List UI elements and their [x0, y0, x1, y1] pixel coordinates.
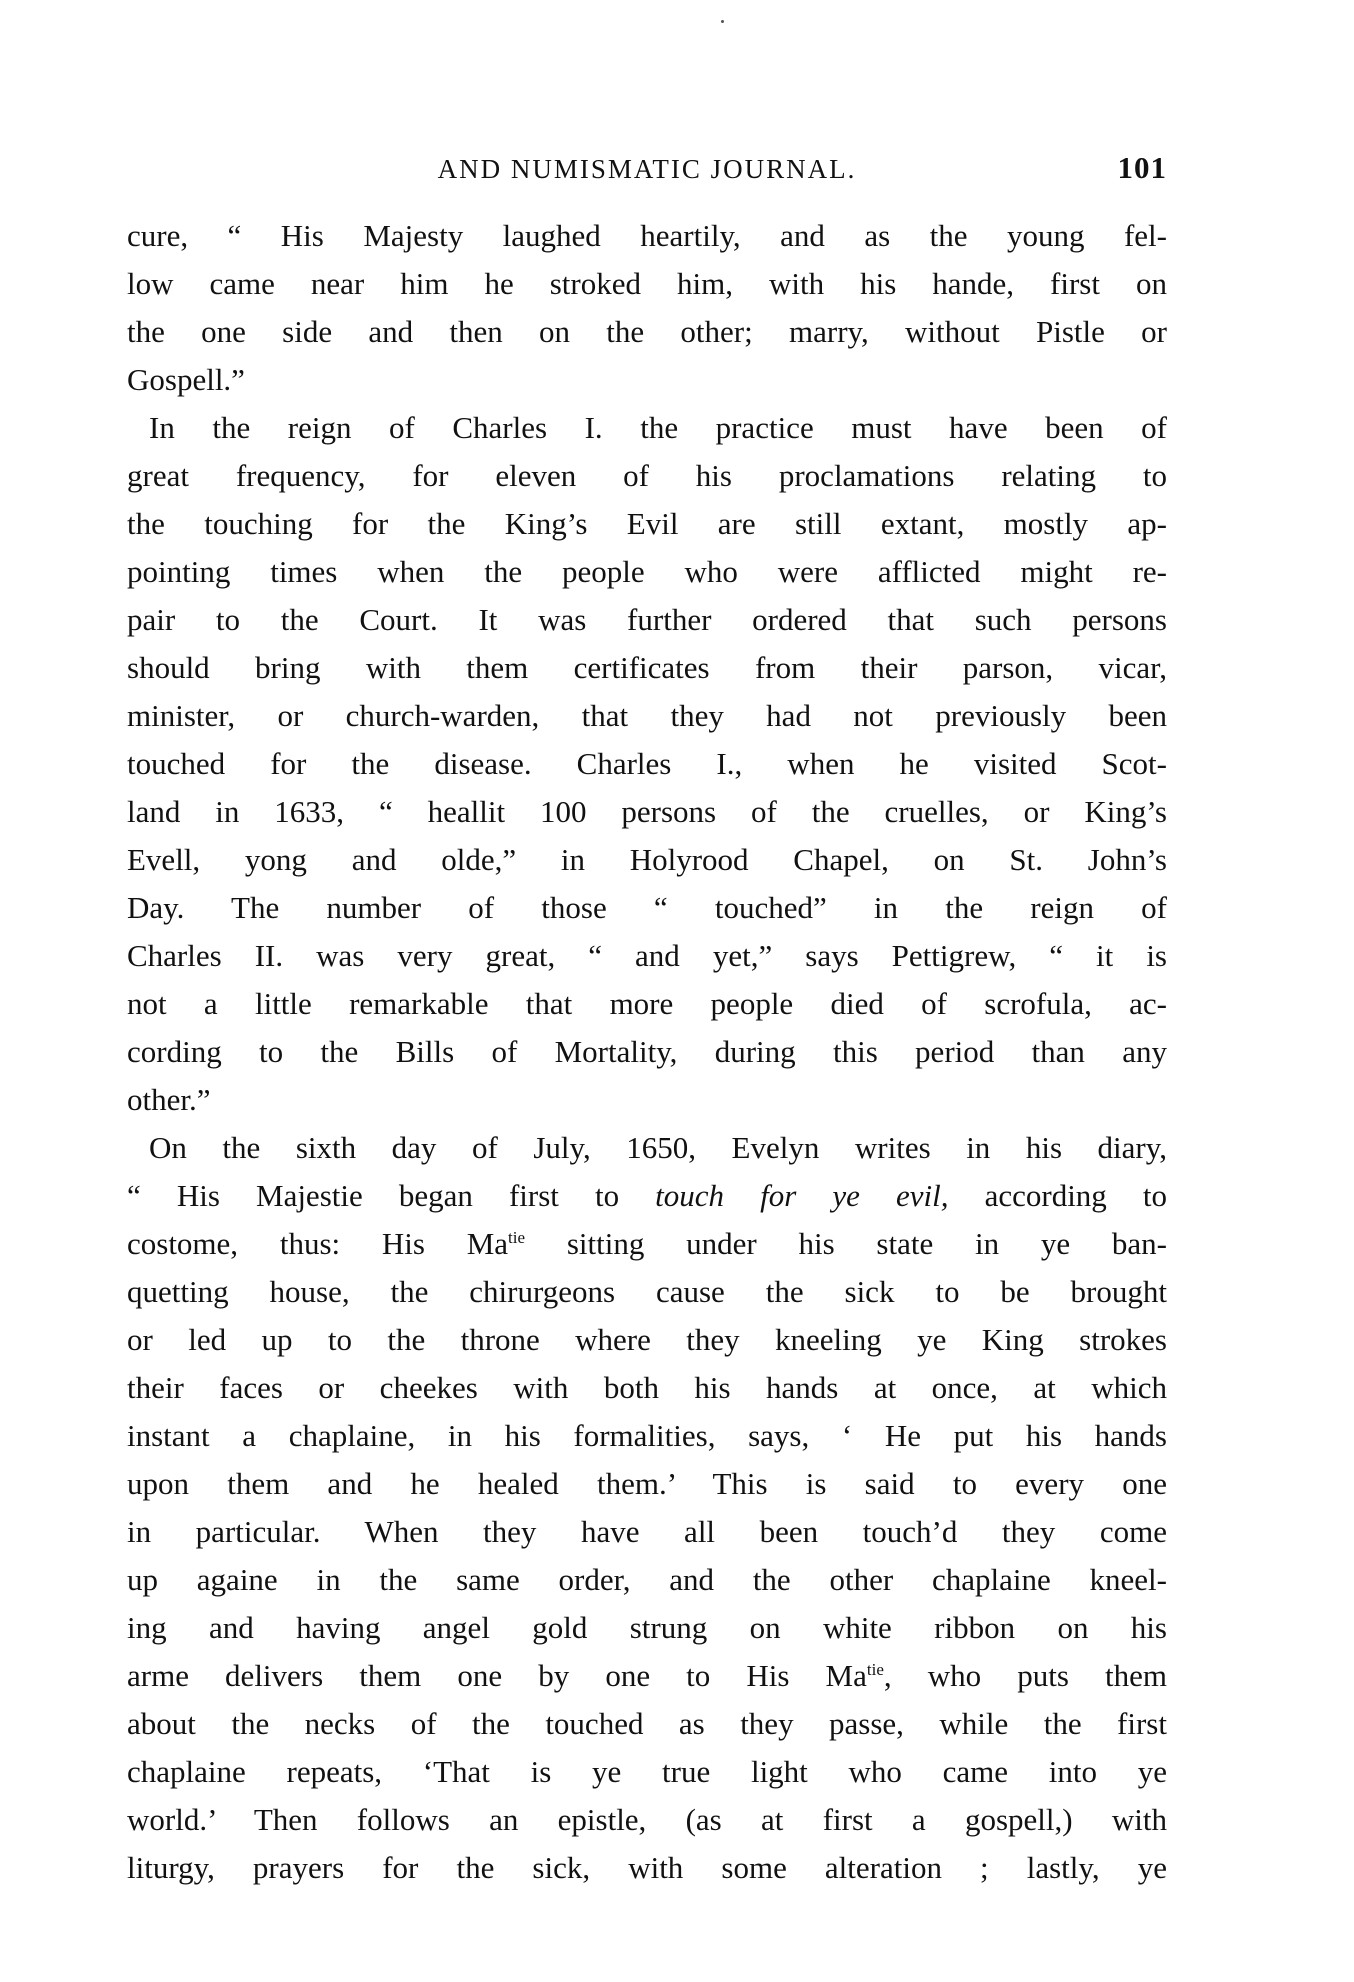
page-header [127, 150, 1167, 190]
text-line [127, 1652, 1167, 1700]
text-line: Day. The number of those “ touched” in the reign of [127, 890, 1167, 925]
text-segment: sitting under his state in ye ban- [525, 1226, 1167, 1261]
text-line: in particular. When they have all been touch’d they come [127, 1514, 1167, 1549]
text-line: their faces or cheekes with both his hands at once, at which [127, 1370, 1167, 1405]
text-line: chaplaine repeats, ‘That is ye true light who came into ye [127, 1754, 1167, 1789]
superscript-abbreviation: tie [508, 1228, 526, 1247]
running-head: AND NUMISMATIC JOURNAL. [437, 154, 857, 184]
text-line: minister, or church-warden, that they had not previously been [127, 698, 1167, 733]
text-line: not a little remarkable that more people died of scrofula, ac- [127, 986, 1167, 1021]
superscript-abbreviation: tie [866, 1660, 884, 1679]
text-line: Evell, yong and olde,” in Holyrood Chapel, on St. John’s [127, 842, 1167, 877]
text-line: cording to the Bills of Mortality, during this period than any [127, 1034, 1167, 1069]
text-line: touched for the disease. Charles I., when he visited Scot- [127, 746, 1167, 781]
text-line: land in 1633, “ heallit 100 persons of the cruelles, or King’s [127, 794, 1167, 829]
body-text [127, 212, 1167, 1892]
page-number: 101 [1117, 150, 1167, 185]
text-segment: costome, thus: His Ma [127, 1226, 509, 1261]
text-line: upon them and he healed them.’ This is said to every one [127, 1466, 1167, 1501]
text-line: instant a chaplaine, in his formalities, says, ‘ He put his hands [127, 1418, 1167, 1453]
text-segment: , who puts them [883, 1658, 1167, 1693]
text-line: about the necks of the touched as they passe, while the first [127, 1706, 1167, 1741]
text-line: low came near him he stroked him, with his hande, first on [127, 266, 1167, 301]
text-line: liturgy, prayers for the sick, with some alteration ; lastly, ye [127, 1850, 1167, 1885]
text-line: world.’ Then follows an epistle, (as at first a gospell,) with [127, 1802, 1167, 1837]
text-line: or led up to the throne where they kneeling ye King strokes [127, 1322, 1167, 1357]
text-line: the one side and then on the other; marry, without Pistle or [127, 314, 1167, 349]
text-segment: “ His Majestie began first to [127, 1178, 656, 1213]
italic-text: touch for ye evil, [655, 1178, 949, 1213]
text-line: ing and having angel gold strung on white ribbon on his [127, 1610, 1167, 1645]
text-line: On the sixth day of July, 1650, Evelyn writes in his diary, [149, 1130, 1167, 1165]
text-line: In the reign of Charles I. the practice must have been of [149, 410, 1167, 445]
text-line: up againe in the same order, and the other chaplaine kneel- [127, 1562, 1167, 1597]
text-line [127, 1220, 1167, 1268]
text-line: should bring with them certificates from their parson, vicar, [127, 650, 1167, 685]
text-line: other.” [127, 1082, 211, 1117]
text-line [127, 1172, 1167, 1220]
text-line: pair to the Court. It was further ordered that such persons [127, 602, 1167, 637]
text-segment: according to [948, 1178, 1167, 1213]
text-line: quetting house, the chirurgeons cause the sick to be brought [127, 1274, 1167, 1309]
text-line: pointing times when the people who were afflicted might re- [127, 554, 1167, 589]
text-line: Charles II. was very great, “ and yet,” says Pettigrew, “ it is [127, 938, 1167, 973]
text-line: the touching for the King’s Evil are still extant, mostly ap- [127, 506, 1167, 541]
text-line: cure, “ His Majesty laughed heartily, and as the young fel- [127, 218, 1167, 253]
text-line: great frequency, for eleven of his proclamations relating to [127, 458, 1167, 493]
text-segment: arme delivers them one by one to His Ma [127, 1658, 867, 1693]
ink-speck [721, 20, 724, 23]
text-line: Gospell.” [127, 362, 245, 397]
